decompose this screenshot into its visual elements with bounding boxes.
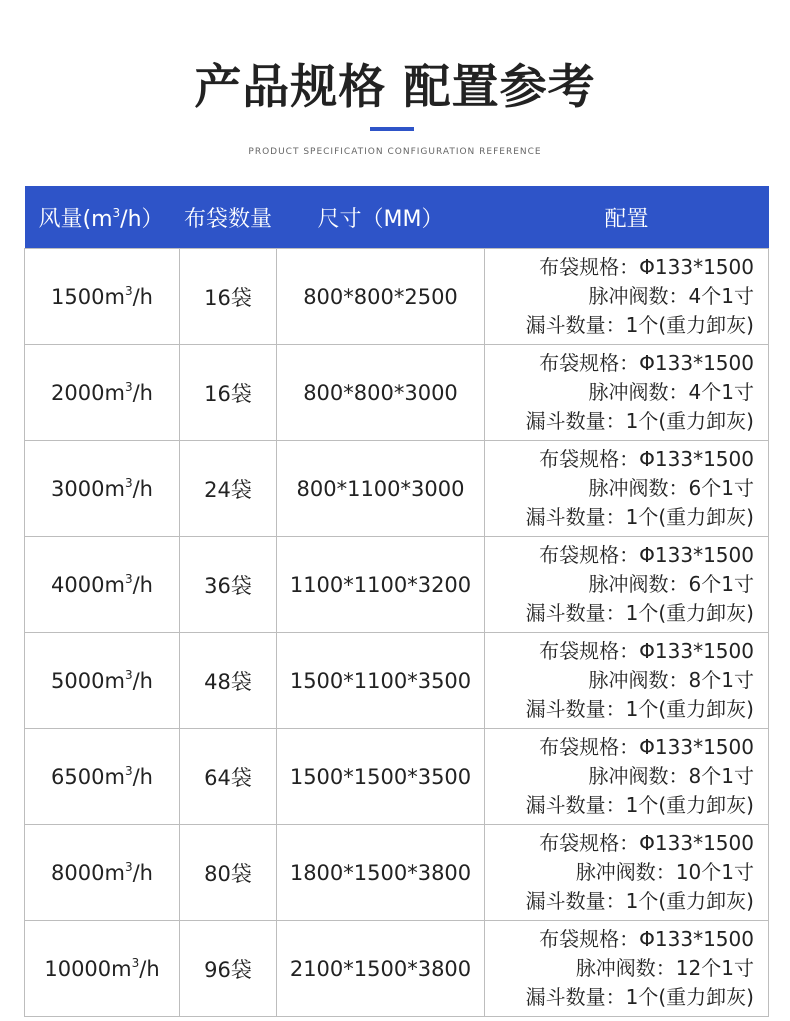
pulse-valves: 脉冲阀数：6个1寸 — [588, 476, 754, 500]
spec-table — [24, 186, 769, 1017]
airflow-exponent: 3 — [124, 859, 133, 874]
table-row — [25, 249, 769, 345]
table-row — [25, 729, 769, 825]
airflow-cell — [25, 249, 180, 345]
airflow-unit: /h — [132, 476, 153, 501]
airflow-value: 10000m — [44, 956, 132, 981]
title-underline — [370, 127, 414, 131]
pulse-valves: 脉冲阀数：12个1寸 — [575, 956, 754, 980]
airflow-exponent: 3 — [124, 283, 133, 298]
bag-spec: 布袋规格：Φ133*1500 — [539, 447, 754, 471]
header-bags: 布袋数量 — [180, 186, 277, 249]
table-row — [25, 345, 769, 441]
airflow-cell — [25, 825, 180, 921]
bags-cell: 36袋 — [180, 537, 277, 633]
bags-cell: 80袋 — [180, 825, 277, 921]
airflow-cell — [25, 537, 180, 633]
pulse-valves: 脉冲阀数：4个1寸 — [588, 380, 754, 404]
header-airflow-pre: 风量(m — [38, 206, 113, 232]
airflow-exponent: 3 — [124, 667, 133, 682]
bag-spec: 布袋规格：Φ133*1500 — [539, 255, 754, 279]
airflow-cell — [25, 921, 180, 1017]
bag-spec: 布袋规格：Φ133*1500 — [539, 351, 754, 375]
airflow-value: 1500m — [51, 284, 125, 309]
config-cell — [485, 921, 769, 1017]
bags-cell: 96袋 — [180, 921, 277, 1017]
hopper-count: 漏斗数量：1个(重力卸灰) — [525, 697, 754, 721]
airflow-unit: /h — [139, 956, 160, 981]
config-cell — [485, 441, 769, 537]
size-cell: 1100*1100*3200 — [277, 537, 485, 633]
header-config: 配置 — [485, 186, 769, 249]
airflow-unit: /h — [132, 284, 153, 309]
table-row — [25, 825, 769, 921]
airflow-value: 4000m — [51, 572, 125, 597]
config-cell — [485, 249, 769, 345]
bag-spec: 布袋规格：Φ133*1500 — [539, 927, 754, 951]
airflow-exponent: 3 — [131, 955, 140, 970]
size-cell: 1500*1500*3500 — [277, 729, 485, 825]
airflow-value: 6500m — [51, 764, 125, 789]
airflow-unit: /h — [132, 668, 153, 693]
hopper-count: 漏斗数量：1个(重力卸灰) — [525, 889, 754, 913]
size-cell: 800*1100*3000 — [277, 441, 485, 537]
airflow-value: 5000m — [51, 668, 125, 693]
pulse-valves: 脉冲阀数：8个1寸 — [588, 668, 754, 692]
size-cell: 1800*1500*3800 — [277, 825, 485, 921]
size-cell: 800*800*3000 — [277, 345, 485, 441]
airflow-value: 3000m — [51, 476, 125, 501]
header-size: 尺寸（MM） — [277, 186, 485, 249]
config-cell — [485, 729, 769, 825]
bags-cell: 16袋 — [180, 345, 277, 441]
config-cell — [485, 537, 769, 633]
airflow-cell — [25, 441, 180, 537]
config-cell — [485, 345, 769, 441]
pulse-valves: 脉冲阀数：10个1寸 — [575, 860, 754, 884]
airflow-unit: /h — [132, 572, 153, 597]
airflow-cell — [25, 633, 180, 729]
config-cell — [485, 825, 769, 921]
bag-spec: 布袋规格：Φ133*1500 — [539, 543, 754, 567]
airflow-value: 8000m — [51, 860, 125, 885]
airflow-exponent: 3 — [124, 763, 133, 778]
page-subtitle: PRODUCT SPECIFICATION CONFIGURATION REFERENCE — [248, 147, 542, 157]
airflow-unit: /h — [132, 764, 153, 789]
pulse-valves: 脉冲阀数：8个1寸 — [588, 764, 754, 788]
bag-spec: 布袋规格：Φ133*1500 — [539, 639, 754, 663]
airflow-unit: /h — [132, 860, 153, 885]
bags-cell: 24袋 — [180, 441, 277, 537]
header-airflow — [25, 186, 180, 249]
hopper-count: 漏斗数量：1个(重力卸灰) — [525, 601, 754, 625]
pulse-valves: 脉冲阀数：4个1寸 — [588, 284, 754, 308]
table-body — [25, 249, 769, 1017]
table-row — [25, 921, 769, 1017]
table-header-row — [25, 186, 769, 249]
table-row — [25, 441, 769, 537]
hopper-count: 漏斗数量：1个(重力卸灰) — [525, 409, 754, 433]
airflow-cell — [25, 729, 180, 825]
airflow-exponent: 3 — [124, 379, 133, 394]
hopper-count: 漏斗数量：1个(重力卸灰) — [525, 505, 754, 529]
airflow-cell — [25, 345, 180, 441]
bag-spec: 布袋规格：Φ133*1500 — [539, 831, 754, 855]
header-airflow-sup: 3 — [112, 205, 121, 220]
hopper-count: 漏斗数量：1个(重力卸灰) — [525, 793, 754, 817]
page-title: 产品规格 配置参考 — [194, 60, 596, 115]
size-cell: 2100*1500*3800 — [277, 921, 485, 1017]
bags-cell: 16袋 — [180, 249, 277, 345]
hopper-count: 漏斗数量：1个(重力卸灰) — [525, 985, 754, 1009]
config-cell — [485, 633, 769, 729]
size-cell: 800*800*2500 — [277, 249, 485, 345]
size-cell: 1500*1100*3500 — [277, 633, 485, 729]
bags-cell: 64袋 — [180, 729, 277, 825]
airflow-unit: /h — [132, 380, 153, 405]
header-airflow-post: /h） — [120, 206, 164, 232]
bags-cell: 48袋 — [180, 633, 277, 729]
pulse-valves: 脉冲阀数：6个1寸 — [588, 572, 754, 596]
table-row — [25, 633, 769, 729]
bag-spec: 布袋规格：Φ133*1500 — [539, 735, 754, 759]
hopper-count: 漏斗数量：1个(重力卸灰) — [525, 313, 754, 337]
table-row — [25, 537, 769, 633]
airflow-value: 2000m — [51, 380, 125, 405]
airflow-exponent: 3 — [124, 571, 133, 586]
airflow-exponent: 3 — [124, 475, 133, 490]
